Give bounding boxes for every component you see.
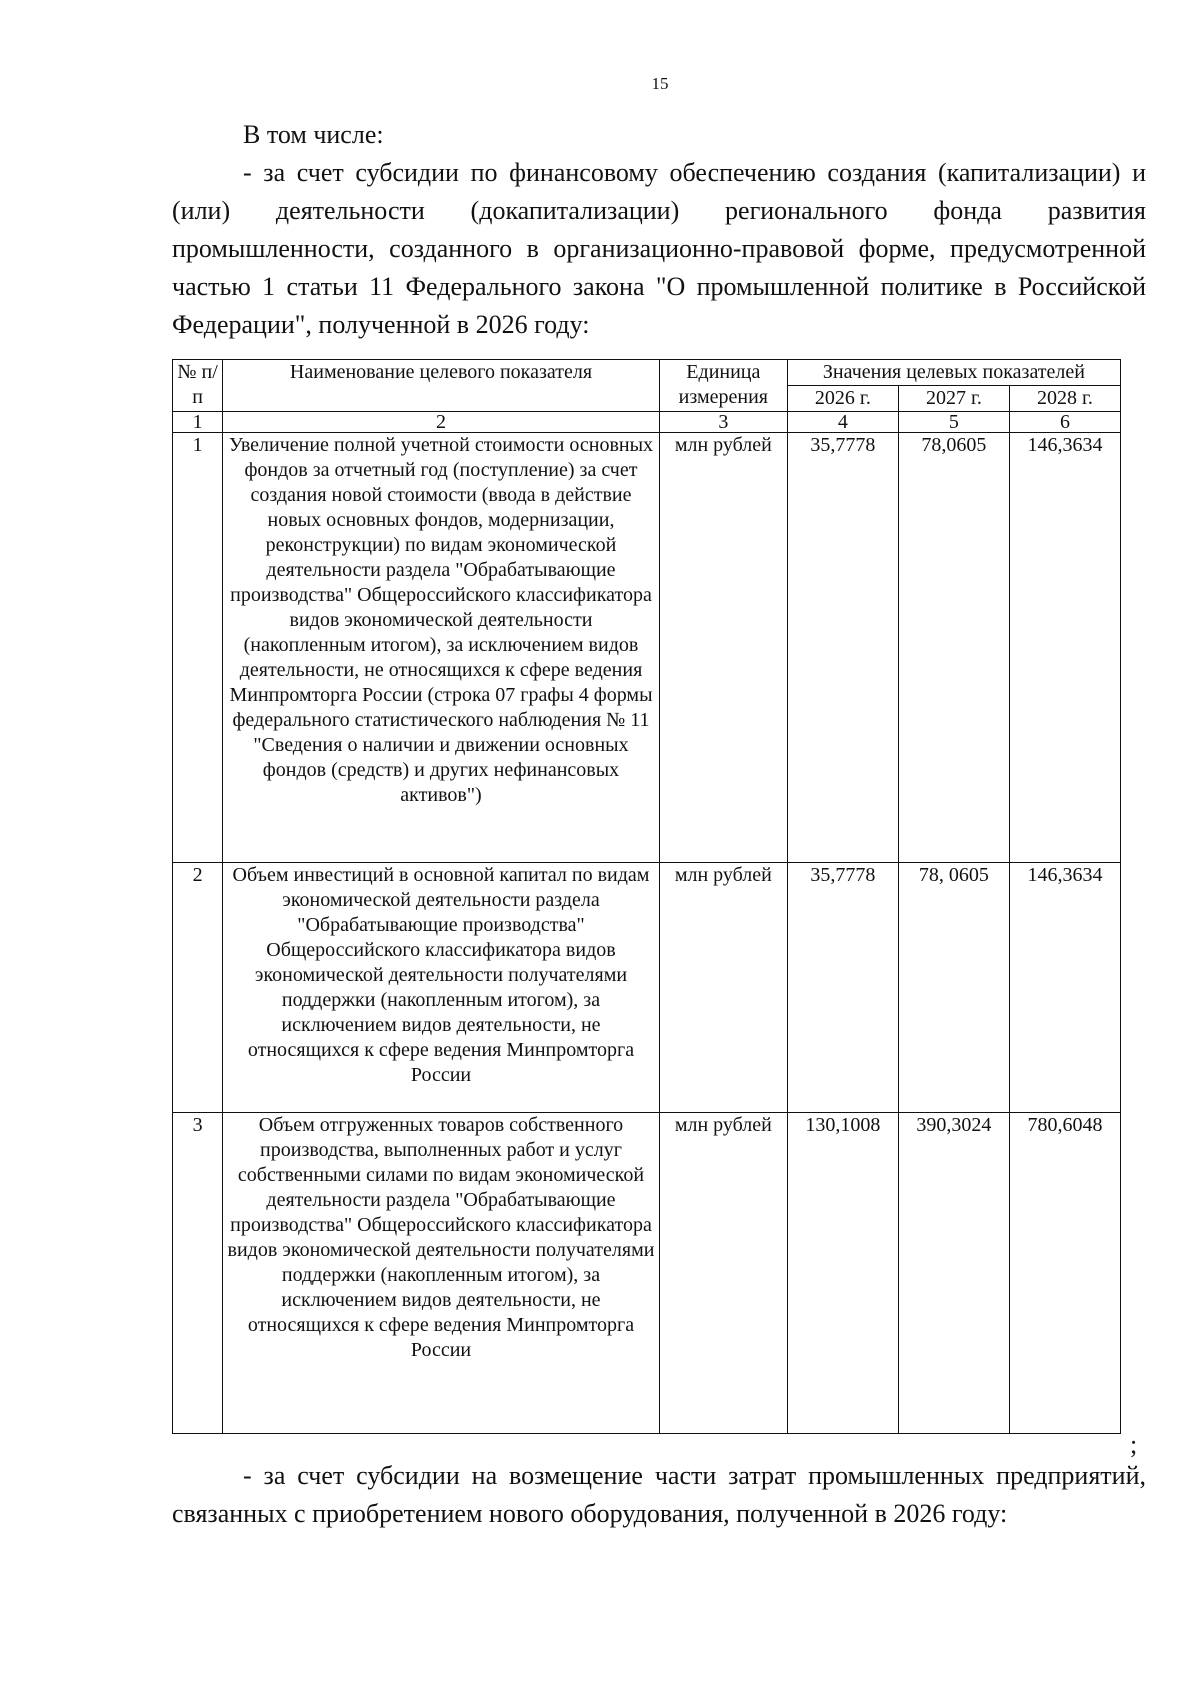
trailing-semicolon: ; [1130, 1430, 1138, 1459]
table-row [173, 863, 1121, 1113]
row-value-2028: 780,6048 [1009, 1113, 1120, 1434]
index-cell: 2 [223, 412, 660, 433]
table-header-row [173, 360, 1121, 386]
row-indicator-name: Увеличение полной учетной стоимости основных фондов за отчетный год (поступление) за счет создания новой стоимости (ввода в действие новых основных фондов, модернизации, реконструкции) по видам экономической деятельности раздела "Обрабатывающие производства" Общероссийского классификатора видов экономической деятельности (накопленным итогом), за исключением видов деятельности, не относящихся к сфере ведения Минпромторга России (строка 07 графы 4 формы федерального статистического наблюдения № 11 "Сведения о наличии и движении основных фондов (средств) и других нефинансовых активов") [223, 433, 660, 863]
row-unit: млн рублей [659, 863, 787, 1113]
row-value-2027: 390,3024 [898, 1113, 1009, 1434]
row-value-2028: 146,3634 [1009, 433, 1120, 863]
row-value-2027: 78, 0605 [898, 863, 1009, 1113]
index-cell: 5 [898, 412, 1009, 433]
row-value-2028: 146,3634 [1009, 863, 1120, 1113]
row-indicator-name: Объем отгруженных товаров собственного производства, выполненных работ и услуг собственными силами по видам экономической деятельности раздела "Обрабатывающие производства" Общероссийского классификатора видов экономической деятельности получателями поддержки (накопленным итогом), за исключением видов деятельности, не относящихся к сфере ведения Минпромторга России [223, 1113, 660, 1434]
row-value-2026: 35,7778 [787, 433, 898, 863]
index-cell: 3 [659, 412, 787, 433]
table-row [173, 1113, 1121, 1434]
index-cell: 1 [173, 412, 223, 433]
header-year-2026: 2026 г. [787, 386, 898, 412]
row-num: 3 [173, 1113, 223, 1434]
table-row [173, 433, 1121, 863]
page-number: 15 [651, 74, 669, 93]
header-num: № п/п [173, 360, 223, 412]
header-values-group: Значения целевых показателей [787, 360, 1120, 386]
intro-paragraph: - за счет субсидии по финансовому обеспечению создания (капитализации) и (или) деятельности (докапитализации) регионального фонда развития промышленности, созданного в организационно-правовой форме, предусмотренной частью 1 статьи 11 Федерального закона "О промышленной политике в Российской Федерации", полученной в 2026 году: [172, 158, 1146, 339]
outro-paragraph: - за счет субсидии на возмещение части затрат промышленных предприятий, связанных с приобретением нового оборудования, полученной в 2026 году: [172, 1461, 1146, 1528]
row-indicator-name: Объем инвестиций в основной капитал по видам экономической деятельности раздела "Обрабатывающие производства" Общероссийского классификатора видов экономической деятельности получателями поддержки (накопленным итогом), за исключением видов деятельности, не относящихся к сфере ведения Минпромторга России [223, 863, 660, 1113]
intro-section [172, 116, 1146, 344]
row-num: 2 [173, 863, 223, 1113]
intro-lead: В том числе: [243, 120, 384, 149]
header-unit: Единица измерения [659, 360, 787, 412]
index-cell: 4 [787, 412, 898, 433]
row-value-2026: 35,7778 [787, 863, 898, 1113]
header-year-2027: 2027 г. [898, 386, 1009, 412]
index-cell: 6 [1009, 412, 1120, 433]
row-value-2027: 78,0605 [898, 433, 1009, 863]
row-num: 1 [173, 433, 223, 863]
header-year-2028: 2028 г. [1009, 386, 1120, 412]
row-value-2026: 130,1008 [787, 1113, 898, 1434]
indicators-table [172, 359, 1121, 1434]
row-unit: млн рублей [659, 1113, 787, 1434]
outro-section [172, 1457, 1146, 1533]
row-unit: млн рублей [659, 433, 787, 863]
header-name: Наименование целевого показателя [223, 360, 660, 412]
table-index-row [173, 412, 1121, 433]
